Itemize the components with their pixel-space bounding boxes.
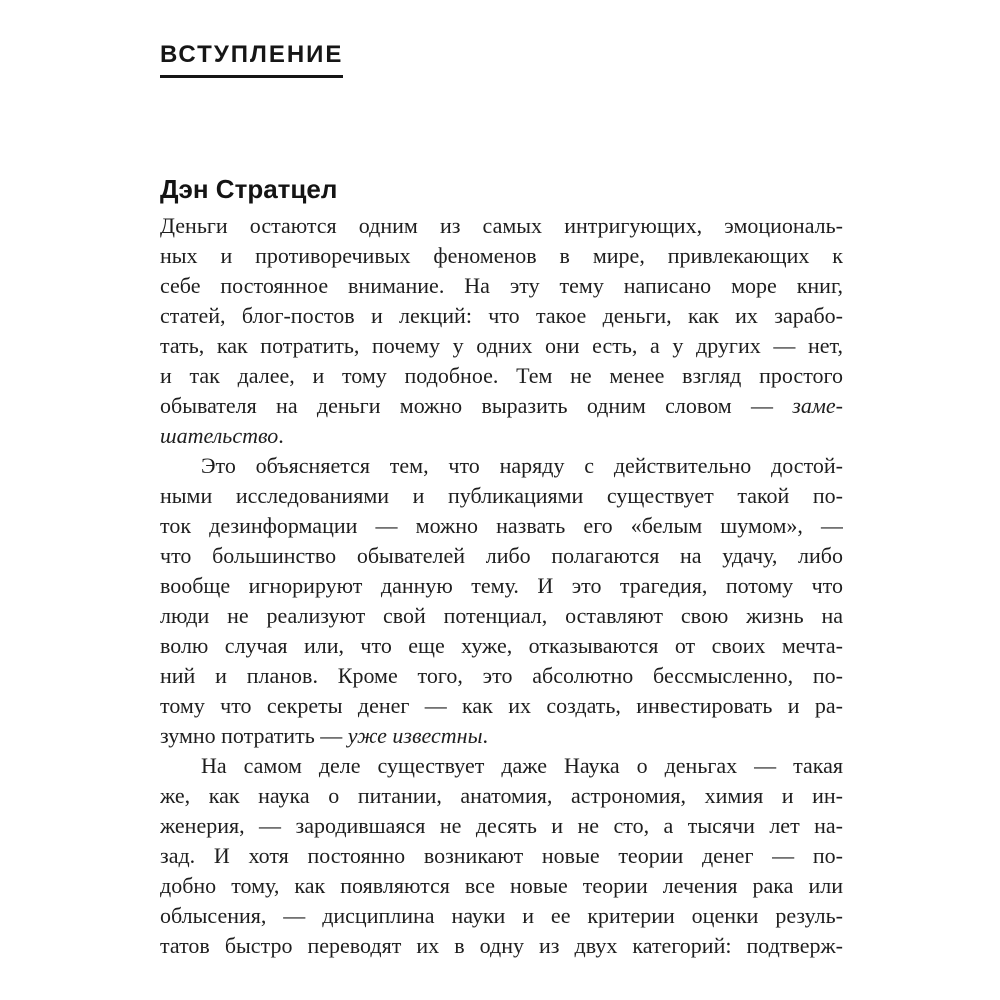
text-line [160, 331, 843, 361]
text-segment: татов быстро переводят их в одну из двух категорий: подтверж- [160, 933, 843, 958]
text-segment: вообще игнорируют данную тему. И это трагедия, потому что [160, 573, 843, 598]
text-line [160, 541, 843, 571]
text-segment: тать, как потратить, почему у одних они есть, а у других — нет, [160, 333, 843, 358]
text-line [160, 931, 843, 961]
text-segment: люди не реализуют свой потенциал, оставляют свою жизнь на [160, 603, 843, 628]
text-line [160, 751, 843, 781]
text-line [160, 631, 843, 661]
paragraph [160, 211, 843, 451]
text-segment: . [278, 423, 284, 448]
text-segment: На самом деле существует даже Наука о деньгах — такая [201, 753, 843, 778]
text-line [160, 841, 843, 871]
text-segment: зад. И хотя постоянно возникают новые теории денег — по- [160, 843, 843, 868]
section-kicker: ВСТУПЛЕНИЕ [160, 42, 343, 78]
text-line [160, 271, 843, 301]
text-line [160, 511, 843, 541]
text-segment: Это объясняется тем, что наряду с действительно достой- [201, 453, 843, 478]
text-segment: добно тому, как появляются все новые теории лечения рака или [160, 873, 843, 898]
text-segment: ных и противоречивых феноменов в мире, привлекающих к [160, 243, 843, 268]
paragraph [160, 451, 843, 751]
text-line [160, 721, 843, 751]
text-segment: облысения, — дисциплина науки и ее критерии оценки резуль- [160, 903, 843, 928]
text-line [160, 811, 843, 841]
text-line [160, 301, 843, 331]
text-line [160, 211, 843, 241]
text-segment: . [482, 723, 488, 748]
text-segment: волю случая или, что еще хуже, отказываются от своих мечта- [160, 633, 843, 658]
author-heading: Дэн Стратцел [160, 174, 338, 204]
text-segment: Деньги остаются одним из самых интригующих, эмоциональ- [160, 213, 843, 238]
italic-text-segment: заме- [792, 393, 843, 418]
italic-text-segment: шательство [160, 423, 279, 448]
text-segment: что большинство обывателей либо полагаются на удачу, либо [160, 543, 843, 568]
text-line [160, 421, 843, 451]
text-line [160, 391, 843, 421]
italic-text-segment: уже известны [347, 723, 483, 748]
text-segment: себе постоянное внимание. На эту тему написано море книг, [160, 273, 843, 298]
text-line [160, 361, 843, 391]
text-segment: обывателя на деньги можно выразить одним словом — [160, 393, 793, 418]
text-line [160, 871, 843, 901]
text-segment: ний и планов. Кроме того, это абсолютно бессмысленно, по- [160, 663, 843, 688]
text-line [160, 241, 843, 271]
text-segment: ными исследованиями и публикациями существует такой по- [160, 483, 843, 508]
text-line [160, 691, 843, 721]
text-segment: зумно потратить — [160, 723, 348, 748]
text-segment: ток дезинформации — можно назвать его «белым шумом», — [160, 513, 843, 538]
text-segment: женерия, — зародившаяся не десять и не сто, а тысячи лет на- [160, 813, 843, 838]
text-segment: же, как наука о питании, анатомия, астрономия, химия и ин- [160, 783, 843, 808]
text-segment: статей, блог-постов и лекций: что такое деньги, как их зарабо- [160, 303, 843, 328]
text-line [160, 481, 843, 511]
text-segment: и так далее, и тому подобное. Тем не менее взгляд простого [160, 363, 843, 388]
body-text [160, 211, 843, 961]
text-line [160, 781, 843, 811]
text-segment: тому что секреты денег — как их создать, инвестировать и ра- [160, 693, 843, 718]
text-line [160, 901, 843, 931]
paragraph [160, 751, 843, 961]
text-line [160, 451, 843, 481]
text-line [160, 601, 843, 631]
text-line [160, 661, 843, 691]
text-line [160, 571, 843, 601]
